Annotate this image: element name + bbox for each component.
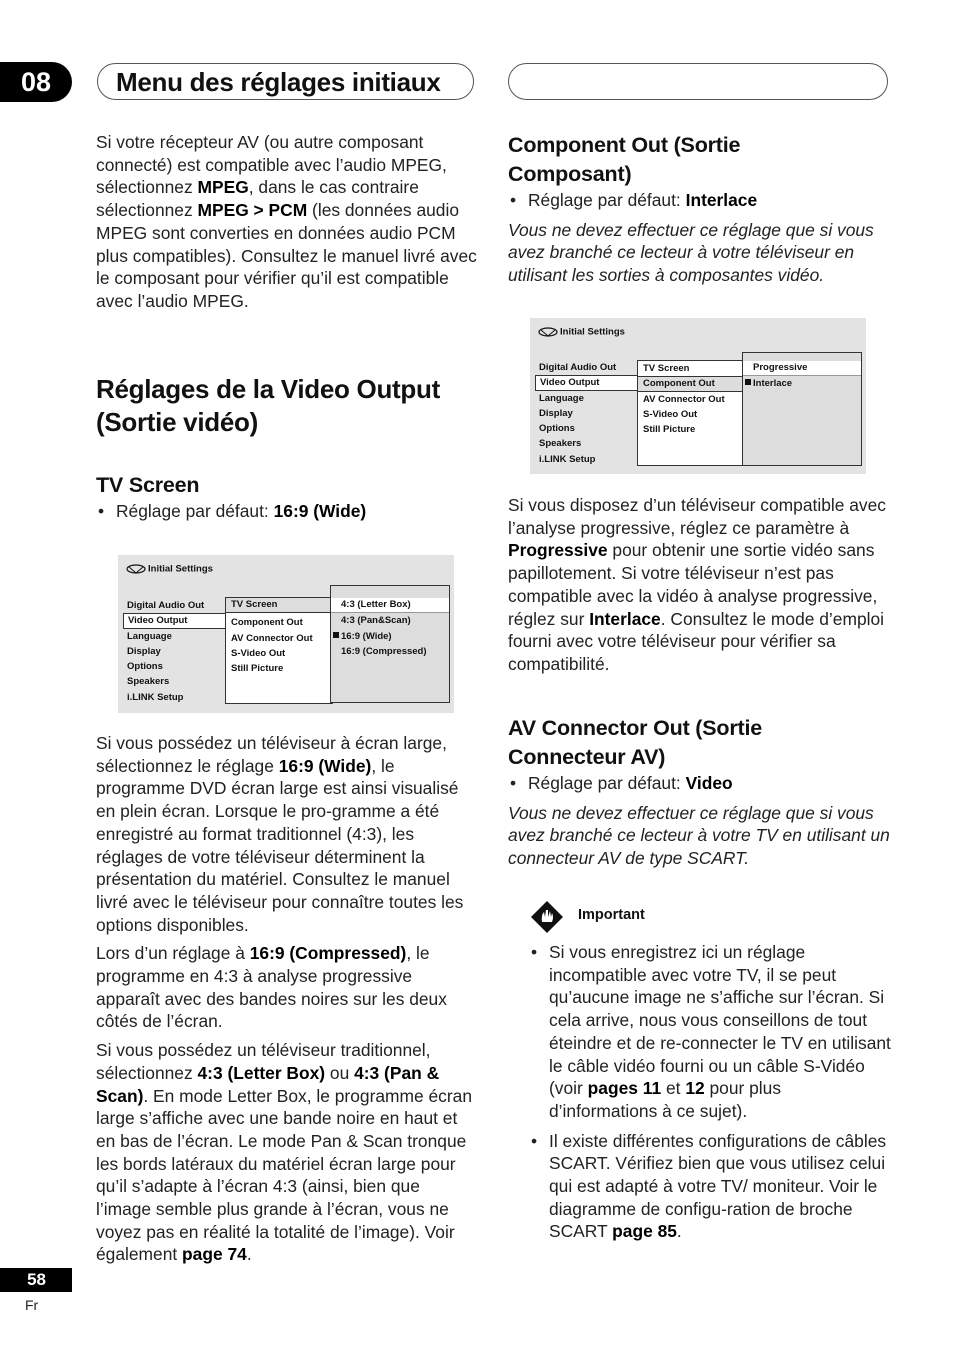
component-out-heading: Component Out (Sortie Composant) bbox=[508, 133, 741, 186]
osd-sub-menu bbox=[637, 360, 744, 466]
osd-sub-item[interactable]: S-Video Out bbox=[231, 647, 286, 659]
warning-icon bbox=[530, 900, 564, 939]
chapter-number: 08 bbox=[0, 62, 72, 102]
av-connector-heading: AV Connector Out (Sortie Connecteur AV) bbox=[508, 716, 762, 769]
chapter-title-box-empty bbox=[508, 63, 888, 100]
osd-main-menu bbox=[123, 598, 226, 705]
osd-menu-item-selected[interactable]: Video Output bbox=[535, 375, 638, 390]
osd-sub-item[interactable]: Still Picture bbox=[231, 663, 284, 675]
osd-main-menu bbox=[535, 360, 638, 467]
av-connector-note: Vous ne devez effectuer ce réglage que si vous avez branché ce lecteur à votre TV en utilisant un connecteur AV de type SCART. bbox=[508, 802, 890, 869]
left-column-top bbox=[96, 131, 478, 319]
osd-menu-item[interactable]: Speakers bbox=[539, 438, 582, 450]
osd-menu-item[interactable]: Language bbox=[127, 630, 172, 642]
osd-option-selected[interactable]: Progressive bbox=[743, 361, 861, 376]
osd-tv-screen bbox=[118, 555, 454, 713]
tv-screen-paragraph-1: Si vous possédez un téléviseur à écran large, sélectionnez le réglage 16:9 (Wide), le programme DVD écran large est ainsi visualisé en plein écran. Lorsque le pro-gramme a été enregistré au format traditionnel (4:3), les réglages de votre téléviseur déterminent la présentation du matériel. Consultez le manuel livré avec le téléviseur pour connaître toutes les options disponibles. bbox=[96, 733, 464, 935]
tv-screen-paragraph-3: Si vous possédez un téléviseur traditionnel, sélectionnez 4:3 (Letter Box) ou 4:3 (Pan & Scan). En mode Letter Box, le programme écran large s’affiche avec une bande noire en haut et en bas de l’écran. Le mode Pan & Scan tronque les bords latéraux du matériel écran large pour qu’il s’adapte à l’écran 4:3 (ainsi, bien que l’image semble plus grande à l’écran, vous ne voyez pas en réalité la totalité de l’image). Voir également page 74. bbox=[96, 1040, 473, 1265]
component-out-paragraph: Si vous disposez d’un téléviseur compatible avec l’analyse progressive, réglez ce paramètre à Progressive pour obtenir une sortie vidéo sans papillotement. Si votre téléviseur n’est pas compatible avec la vidéo à analyse progressive, réglez sur Interlace. Consultez le mode d’emploi fourni avec votre téléviseur pour vérifier sa compatibilité. bbox=[508, 495, 886, 674]
component-out-body bbox=[508, 494, 890, 682]
selected-square-icon bbox=[333, 632, 339, 638]
osd-sub-item[interactable]: S-Video Out bbox=[643, 408, 698, 420]
chapter-title: Menu des réglages initiaux bbox=[116, 67, 441, 97]
osd-menu-item[interactable]: Display bbox=[127, 645, 161, 657]
page-number: 58 bbox=[0, 1268, 72, 1292]
osd-menu-item[interactable]: Display bbox=[539, 407, 573, 419]
important-item-2: • Il existe différentes configurations de câbles SCART. Vérifiez bien que vous utilisez celui qui est adapté à votre TV/ moniteur. Voir le diagramme de configu-ration de broche SCART page 85. bbox=[531, 1130, 887, 1242]
osd-option[interactable]: 16:9 (Compressed) bbox=[341, 645, 427, 657]
component-out-section bbox=[508, 131, 890, 293]
tv-screen-body bbox=[96, 732, 478, 1272]
osd-options bbox=[330, 585, 450, 703]
osd-menu-item[interactable]: i.LINK Setup bbox=[127, 691, 184, 703]
av-connector-default: • Réglage par défaut: Video bbox=[510, 773, 733, 793]
osd-component-out bbox=[530, 318, 866, 474]
section-title: Réglages de la Video Output (Sortie vidéo) bbox=[96, 374, 440, 437]
osd-sub-menu bbox=[225, 597, 333, 704]
osd-menu-item[interactable]: Speakers bbox=[127, 676, 170, 688]
osd-header: Initial Settings bbox=[538, 326, 625, 338]
osd-sub-item[interactable]: AV Connector Out bbox=[643, 393, 725, 405]
osd-option-current[interactable]: 16:9 (Wide) bbox=[331, 629, 449, 644]
important-item-1: • Si vous enregistrez ici un réglage incompatible avec votre TV, il se peut qu’aucune image ne s’affiche sur l’écran. Si cela arrive, nous vous conseillons de tout éteindre et de re-connecter le TV en utilisant le câble vidéo fourni ou un câble S-Vidéo (voir pages 11 et 12 pour plus d’informations à ce sujet). bbox=[531, 942, 891, 1121]
tv-screen-heading: TV Screen bbox=[96, 473, 200, 497]
important-label: Important bbox=[578, 907, 645, 923]
osd-menu-item[interactable]: Digital Audio Out bbox=[539, 362, 617, 373]
osd-sub-item-selected[interactable]: Component Out bbox=[638, 376, 743, 391]
disc-icon bbox=[538, 326, 558, 338]
av-connector-section bbox=[508, 714, 890, 876]
osd-sub-item[interactable]: AV Connector Out bbox=[231, 632, 313, 644]
osd-option[interactable]: 4:3 (Pan&Scan) bbox=[341, 615, 411, 627]
tv-screen-section bbox=[96, 471, 478, 523]
tv-screen-default: • Réglage par défaut: 16:9 (Wide) bbox=[98, 501, 367, 521]
osd-sub-item[interactable]: TV Screen bbox=[643, 363, 690, 374]
osd-menu-item-selected[interactable]: Video Output bbox=[123, 613, 226, 628]
osd-menu-item[interactable]: Options bbox=[539, 423, 575, 435]
osd-sub-item[interactable]: Component Out bbox=[231, 617, 303, 629]
osd-menu-item[interactable]: Options bbox=[127, 661, 163, 673]
osd-sub-item-selected[interactable]: TV Screen bbox=[226, 598, 332, 613]
osd-option-selected[interactable]: 4:3 (Letter Box) bbox=[331, 598, 449, 613]
osd-option-current[interactable]: Interlace bbox=[743, 376, 861, 391]
chapter-title-box bbox=[97, 63, 474, 100]
important-list bbox=[529, 941, 891, 1243]
osd-menu-item[interactable]: Digital Audio Out bbox=[127, 600, 205, 611]
osd-menu-item[interactable]: Language bbox=[539, 392, 584, 404]
component-out-note: Vous ne devez effectuer ce réglage que si vous avez branché ce lecteur à votre téléviseur en utilisant les sorties à composantes vidéo. bbox=[508, 219, 874, 286]
osd-options bbox=[742, 352, 862, 466]
video-output-section bbox=[96, 373, 478, 439]
component-out-default: • Réglage par défaut: Interlace bbox=[510, 190, 758, 210]
osd-header: Initial Settings bbox=[126, 563, 213, 575]
language-code: Fr bbox=[25, 1297, 39, 1313]
intro-paragraph: Si votre récepteur AV (ou autre composant connecté) est compatible avec l’audio MPEG, sélectionnez MPEG, dans le cas contraire sélectionnez MPEG > PCM (les données audio MPEG sont converties en données audio PCM plus compatibles). Consultez le manuel livré avec le composant pour vérifier qu’il est compatible avec l’audio MPEG. bbox=[96, 132, 477, 311]
tv-screen-paragraph-2: Lors d’un réglage à 16:9 (Compressed), le programme en 4:3 à analyse progressive apparaît avec des bandes noires sur les deux côtés de l’écran. bbox=[96, 943, 447, 1032]
selected-square-icon bbox=[745, 379, 751, 385]
disc-icon bbox=[126, 563, 146, 575]
osd-sub-item[interactable]: Still Picture bbox=[643, 424, 696, 436]
osd-menu-item[interactable]: i.LINK Setup bbox=[539, 453, 596, 465]
